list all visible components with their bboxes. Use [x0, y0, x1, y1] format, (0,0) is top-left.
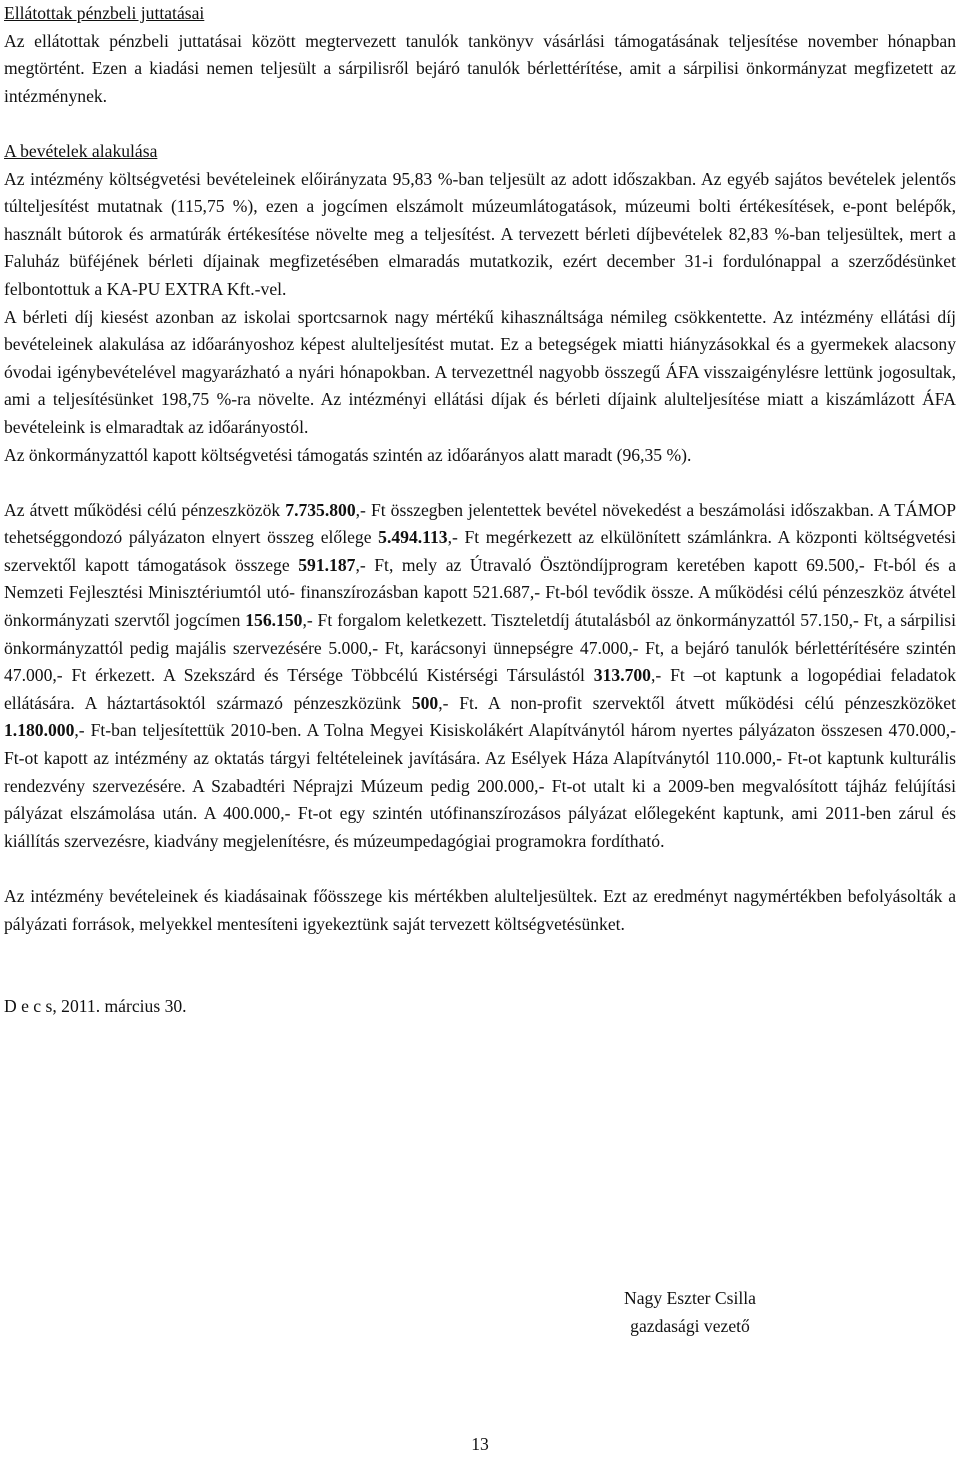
funds-text: ,- Ft, mely az Útravaló Ösztöndíjprogram keretében kapott 69.500,- Ft-ból és a Nemzeti Fejlesztési Minisztériumtól utó- finanszírozásban kapott 521.687,- Ft-ból tevődik össze. A működési célú pénzeszköz átvétel önkormányzati szervtől jogcímen: [4, 554, 957, 631]
funds-amount: 500: [411, 692, 439, 713]
place-date: D e c s, 2011. március 30.: [4, 996, 187, 1017]
benefits-paragraph: Az ellátottak pénzbeli juttatásai között megtervezett tanulók tankönyv vásárlási támogatásának teljesítése november hónapban megtörtént. Ezen a kiadási nemen teljesült a sárpilisről bejáró tanulók bérlettérítése, amit a sárpilisi önkormányzat megfizetett az intézménynek.: [4, 30, 956, 106]
spacer: [4, 469, 956, 497]
funds-text: ,- Ft összegben jelentettek bevétel növekedést a beszámolási időszakban. A TÁMOP tehetséggondozó pályázaton elnyert összeg előlege: [4, 499, 956, 548]
signatory-name: Nagy Eszter Csilla: [624, 1288, 756, 1308]
funds-paragraph: [4, 497, 956, 856]
summary-paragraph: Az intézmény bevételeinek és kiadásainak főösszege kis mértékben alulteljesültek. Ezt az eredményt nagymértékben befolyásolták a pályázati források, melyekkel mentesíteni igyekeztünk saját tervezett költségvetésünket.: [4, 886, 956, 934]
funds-text: Az átvett működési célú pénzeszközök: [4, 499, 286, 520]
page-number: 13: [471, 1434, 489, 1454]
funds-amount: 7.735.800: [285, 499, 356, 520]
section-heading-benefits: Ellátottak pénzbeli juttatásai: [4, 3, 205, 23]
section-heading-revenues: A bevételek alakulása: [4, 140, 158, 161]
revenues-paragraph-3: Az önkormányzattól kapott költségvetési támogatás szintén az időarányos alatt maradt (96,35 %).: [4, 444, 692, 465]
funds-amount: 5.494.113: [378, 527, 448, 548]
revenues-paragraph-1: Az intézmény költségvetési bevételeinek előirányzata 95,83 %-ban teljesült az adott időszakban. Az egyéb sajátos bevételek jelentős túlteljesítést mutatnak (115,75 %), ezen a jogcímen elszámolt múzeumlátogatások, múzeumi bolti értékesítések, e-pont belépők, használt bútorok és armatúrák értékesítése növelte meg a teljesítést. A tervezett bérleti díjbevételek 82,83 %-ban teljesültek, mert a Faluház büféjének bérleti díjainak megfizetésében elmaradás mutatkozik, ezért december 31-i fordulónappal a szerződésünket felbontottuk a KA-PU EXTRA Kft.-vel.: [4, 168, 956, 299]
document-page: [4, 0, 956, 1021]
funds-text: ,- Ft megérkezett az elkülönített számlánkra. A központi költségvetési szervektől kapott támogatások összege: [4, 527, 957, 575]
funds-text: ,- Ft –ot kaptunk a logopédiai feladatok ellátására. A háztartásoktól származó pénzeszközünk: [4, 665, 957, 713]
spacer: [4, 855, 956, 883]
revenues-paragraph-2: A bérleti díj kiesést azonban az iskolai sportcsarnok nagy mértékű kihasználtsága némileg csökkentette. Az intézmény ellátási díj bevételeinek alakulása az időarányoshoz képest alulteljesítést mutat. Ez a betegségek miatti hiányzásokkal és a gyermekek alacsony óvodai igénybevételével magyarázható a nyári hónapokban. A tervezettnél nagyobb összegű ÁFA visszaigénylésre lettünk jogosultak, ami a teljesítésünket 198,75 %-ra növelte. Az intézményi ellátási díjak és bérleti díjaink alulteljesítése miatt a kiszámlázott ÁFA bevételeink is elmaradtak az időarányostól.: [4, 306, 956, 437]
signatory-title: gazdasági vezető: [630, 1315, 750, 1336]
funds-text: ,- Ft. A non-profit szervektől átvett működési célú pénzeszközöket: [438, 692, 956, 713]
spacer: [4, 966, 956, 994]
funds-amount: 156.150: [245, 610, 303, 631]
signature-block: [560, 1285, 820, 1340]
funds-amount: 1.180.000: [4, 720, 75, 741]
funds-text: ,- Ft-ban teljesítettük 2010-ben. A Tolna Megyei Kisiskolákért Alapítványtól három nyertes pályázaton összesen 470.000,- Ft-ot kapott az intézmény az oktatás tárgyi feltételeinek javítására. Az Esélyek Háza Alapítványtól 110.000,- Ft-ot kaptunk kulturális rendezvény szervezésére. A Szabadtéri Néprajzi Múzeum pedig 200.000,- Ft-ot utalt ki a 2009-ben megvalósított tájház felújítási pályázat elszámolása után. A 400.000,- Ft-ot egy szintén utófinanszírozásos pályázat előlegeként kaptunk, ami 2011-ben zárul és kiállítás szervezésre, kiadvány megjelenítésre, és múzeumpedagógiai programokra fordítható.: [4, 720, 956, 851]
funds-amount: 313.700: [593, 665, 651, 686]
funds-text: ,- Ft forgalom keletkezett. Tiszteletdíj átutalásból az önkormányzattól 57.150,- Ft, a sárpilisi önkormányzattól pedig majális szervezésére 5.000,- Ft, karácsonyi ünnepségre 47.000,- Ft, a bejáró tanulók bérlettérítésére szintén 47.000,- Ft érkezett. A Szekszárd és Térsége Többcélú Kistérségi Társulástól: [4, 610, 956, 686]
spacer: [4, 938, 956, 966]
funds-amount: 591.187: [298, 554, 356, 575]
spacer: [4, 110, 956, 138]
